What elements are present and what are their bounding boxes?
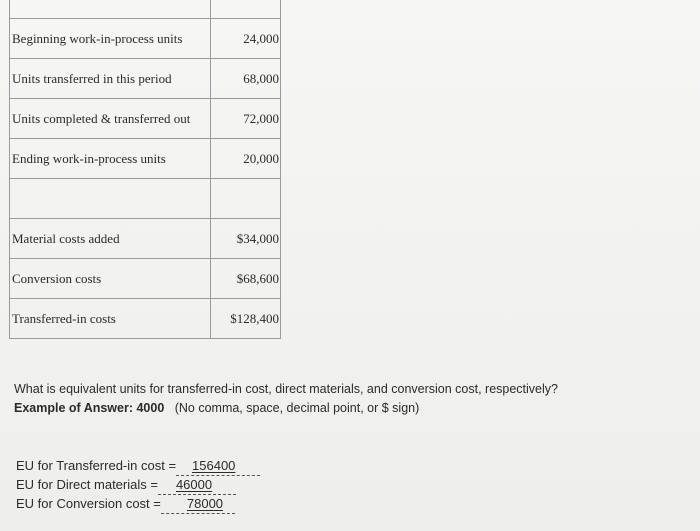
table-row: [10, 59, 281, 99]
row-label-units-transferred-in: Units transferred in this period: [10, 59, 211, 99]
answer-field-transferred-in[interactable]: 156400: [176, 456, 260, 476]
table-row: [10, 19, 281, 59]
table-row: [10, 259, 281, 299]
row-label-transferred-in-costs: Transferred-in costs: [10, 299, 211, 339]
answers-block: [16, 456, 260, 513]
row-value-beginning-wip: 24,000: [211, 19, 281, 59]
row-label-material-costs: Material costs added: [10, 219, 211, 259]
answer-field-direct-materials[interactable]: 46000: [158, 475, 236, 495]
example-line: [14, 399, 558, 418]
row-value-empty: [211, 179, 281, 219]
answer-row-direct-materials: [16, 475, 260, 494]
question-block: [14, 380, 558, 418]
row-value-ending-wip: 20,000: [211, 139, 281, 179]
row-label-conversion-costs: Conversion costs: [10, 259, 211, 299]
table-header-label-cell: [10, 0, 211, 19]
row-label-ending-wip: Ending work-in-process units: [10, 139, 211, 179]
table-row: [10, 219, 281, 259]
row-label-beginning-wip: Beginning work-in-process units: [10, 19, 211, 59]
question-text: What is equivalent units for transferred-in cost, direct materials, and conversion cost, respectively?: [14, 382, 558, 396]
answer-row-transferred-in: [16, 456, 260, 475]
row-value-units-transferred-in: 68,000: [211, 59, 281, 99]
row-value-material-costs: $34,000: [211, 219, 281, 259]
answer-row-conversion: [16, 494, 260, 513]
row-value-units-completed: 72,000: [211, 99, 281, 139]
row-label-units-completed: Units completed & transferred out: [10, 99, 211, 139]
example-note: (No comma, space, decimal point, or $ sign): [174, 401, 420, 415]
table-row-empty: [10, 179, 281, 219]
answer-label-transferred-in: EU for Transferred-in cost =: [16, 458, 177, 473]
answer-field-conversion[interactable]: 78000: [161, 494, 235, 514]
table-header-row: [10, 0, 281, 19]
cost-data-table: [9, 0, 281, 339]
answer-label-direct-materials: EU for Direct materials =: [16, 477, 158, 492]
table-row: [10, 299, 281, 339]
row-label-empty: [10, 179, 211, 219]
table-header-value-cell: [211, 0, 281, 19]
row-value-conversion-costs: $68,600: [211, 259, 281, 299]
answer-label-conversion: EU for Conversion cost =: [16, 496, 161, 511]
example-prefix: Example of Answer: 4000: [14, 401, 165, 415]
table-row: [10, 139, 281, 179]
row-value-transferred-in-costs: $128,400: [211, 299, 281, 339]
table-row: [10, 99, 281, 139]
